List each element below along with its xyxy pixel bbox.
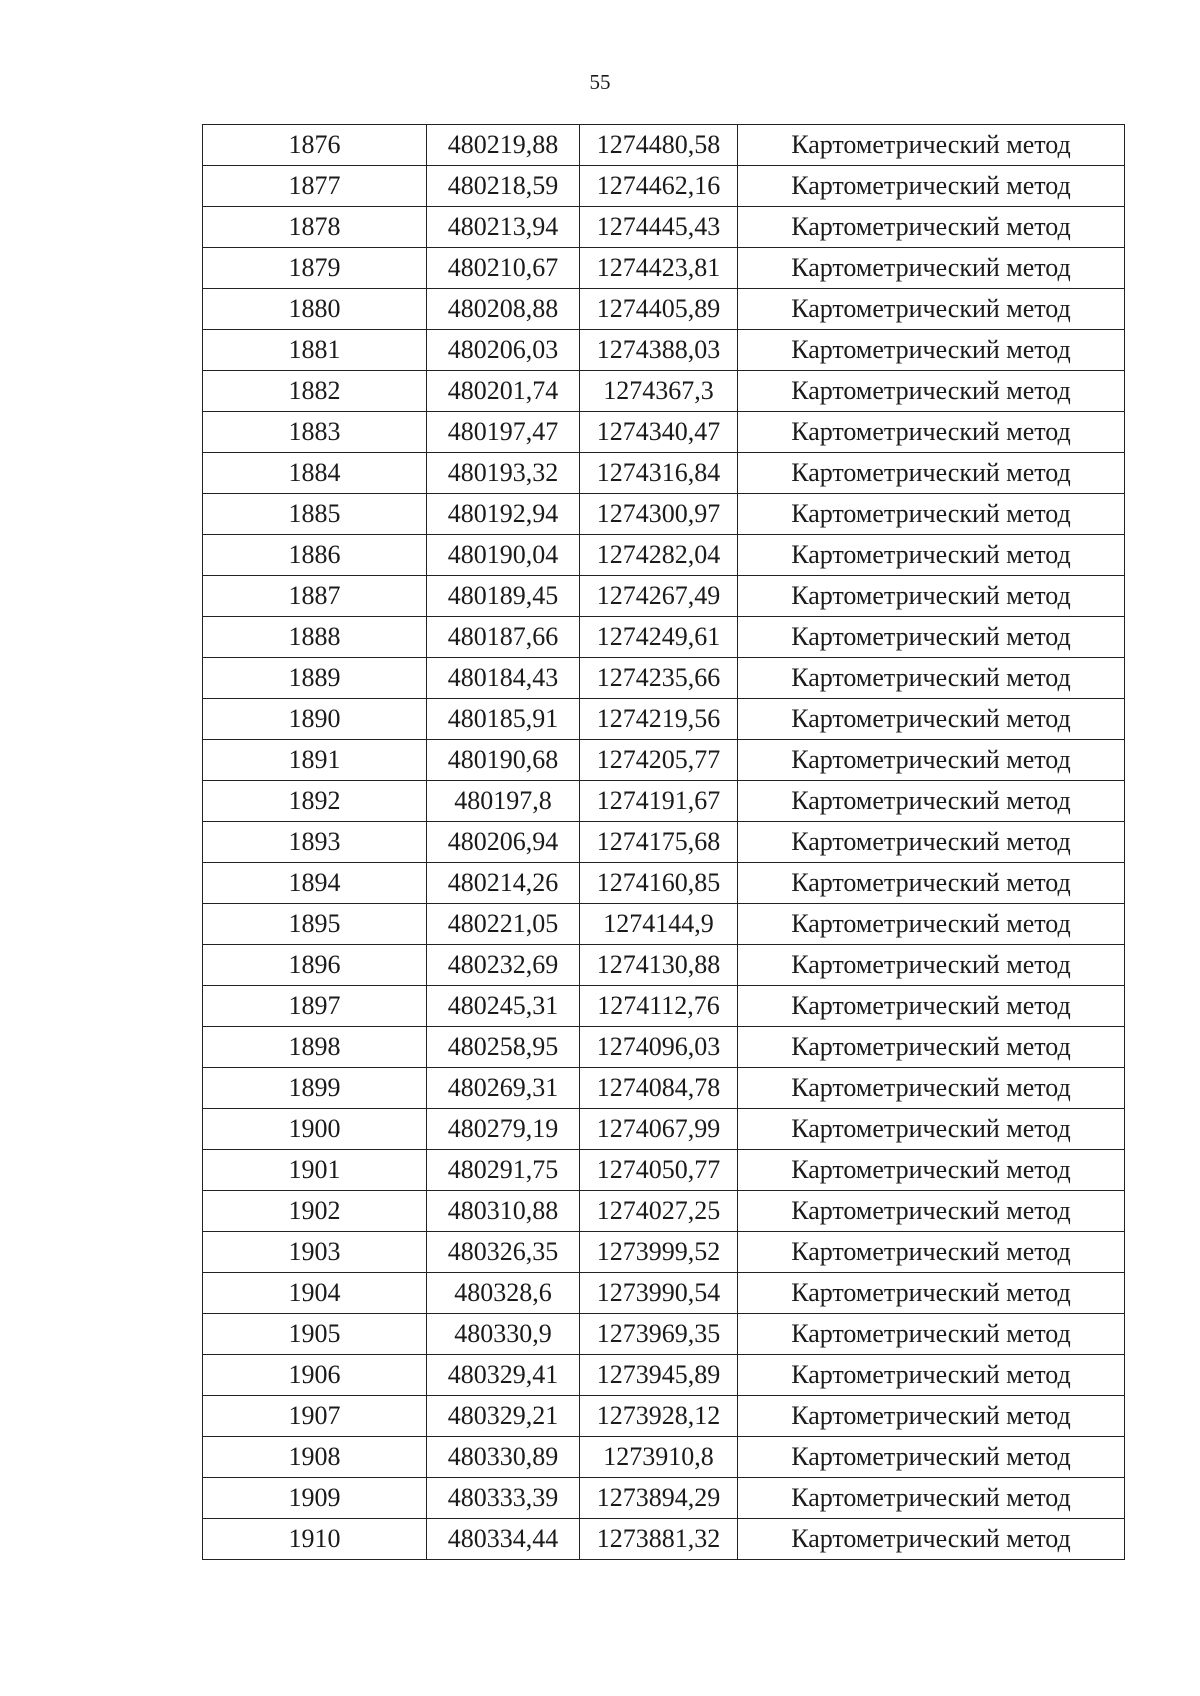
table-row	[203, 740, 1125, 781]
method-cell: Картометрический метод	[738, 1273, 1125, 1314]
x-coordinate-cell: 480190,68	[427, 740, 580, 781]
y-coordinate-cell: 1274112,76	[580, 986, 738, 1027]
method-cell: Картометрический метод	[738, 1314, 1125, 1355]
coordinates-table	[202, 124, 1125, 1560]
method-cell: Картометрический метод	[738, 1027, 1125, 1068]
table-row	[203, 1191, 1125, 1232]
y-coordinate-cell: 1274067,99	[580, 1109, 738, 1150]
x-coordinate-cell: 480329,21	[427, 1396, 580, 1437]
table-row	[203, 535, 1125, 576]
table-row	[203, 781, 1125, 822]
y-coordinate-cell: 1274130,88	[580, 945, 738, 986]
point-number-cell: 1909	[203, 1478, 427, 1519]
method-cell: Картометрический метод	[738, 945, 1125, 986]
table-row	[203, 412, 1125, 453]
coordinates-table-body	[203, 125, 1125, 1560]
point-number-cell: 1903	[203, 1232, 427, 1273]
x-coordinate-cell: 480330,9	[427, 1314, 580, 1355]
method-cell: Картометрический метод	[738, 1068, 1125, 1109]
x-coordinate-cell: 480221,05	[427, 904, 580, 945]
table-row	[203, 904, 1125, 945]
method-cell: Картометрический метод	[738, 904, 1125, 945]
method-cell: Картометрический метод	[738, 289, 1125, 330]
y-coordinate-cell: 1274282,04	[580, 535, 738, 576]
x-coordinate-cell: 480187,66	[427, 617, 580, 658]
table-row	[203, 289, 1125, 330]
method-cell: Картометрический метод	[738, 1150, 1125, 1191]
y-coordinate-cell: 1273999,52	[580, 1232, 738, 1273]
point-number-cell: 1901	[203, 1150, 427, 1191]
y-coordinate-cell: 1274027,25	[580, 1191, 738, 1232]
method-cell: Картометрический метод	[738, 822, 1125, 863]
x-coordinate-cell: 480197,47	[427, 412, 580, 453]
method-cell: Картометрический метод	[738, 740, 1125, 781]
y-coordinate-cell: 1274084,78	[580, 1068, 738, 1109]
table-row	[203, 576, 1125, 617]
table-row	[203, 1109, 1125, 1150]
method-cell: Картометрический метод	[738, 1109, 1125, 1150]
x-coordinate-cell: 480201,74	[427, 371, 580, 412]
table-row	[203, 494, 1125, 535]
x-coordinate-cell: 480333,39	[427, 1478, 580, 1519]
method-cell: Картометрический метод	[738, 986, 1125, 1027]
y-coordinate-cell: 1274144,9	[580, 904, 738, 945]
table-row	[203, 1027, 1125, 1068]
x-coordinate-cell: 480206,03	[427, 330, 580, 371]
table-row	[203, 1355, 1125, 1396]
x-coordinate-cell: 480190,04	[427, 535, 580, 576]
method-cell: Картометрический метод	[738, 1519, 1125, 1560]
table-row	[203, 1519, 1125, 1560]
x-coordinate-cell: 480232,69	[427, 945, 580, 986]
point-number-cell: 1878	[203, 207, 427, 248]
method-cell: Картометрический метод	[738, 699, 1125, 740]
y-coordinate-cell: 1274191,67	[580, 781, 738, 822]
y-coordinate-cell: 1274096,03	[580, 1027, 738, 1068]
method-cell: Картометрический метод	[738, 1396, 1125, 1437]
table-row	[203, 617, 1125, 658]
x-coordinate-cell: 480197,8	[427, 781, 580, 822]
table-row	[203, 371, 1125, 412]
x-coordinate-cell: 480208,88	[427, 289, 580, 330]
method-cell: Картометрический метод	[738, 371, 1125, 412]
y-coordinate-cell: 1274423,81	[580, 248, 738, 289]
point-number-cell: 1877	[203, 166, 427, 207]
y-coordinate-cell: 1274300,97	[580, 494, 738, 535]
point-number-cell: 1879	[203, 248, 427, 289]
x-coordinate-cell: 480218,59	[427, 166, 580, 207]
x-coordinate-cell: 480214,26	[427, 863, 580, 904]
y-coordinate-cell: 1273910,8	[580, 1437, 738, 1478]
point-number-cell: 1891	[203, 740, 427, 781]
y-coordinate-cell: 1273990,54	[580, 1273, 738, 1314]
table-row	[203, 699, 1125, 740]
y-coordinate-cell: 1273969,35	[580, 1314, 738, 1355]
point-number-cell: 1890	[203, 699, 427, 740]
y-coordinate-cell: 1274388,03	[580, 330, 738, 371]
x-coordinate-cell: 480326,35	[427, 1232, 580, 1273]
y-coordinate-cell: 1274316,84	[580, 453, 738, 494]
method-cell: Картометрический метод	[738, 863, 1125, 904]
x-coordinate-cell: 480330,89	[427, 1437, 580, 1478]
y-coordinate-cell: 1274050,77	[580, 1150, 738, 1191]
y-coordinate-cell: 1274267,49	[580, 576, 738, 617]
table-row	[203, 945, 1125, 986]
table-row	[203, 1478, 1125, 1519]
method-cell: Картометрический метод	[738, 1191, 1125, 1232]
y-coordinate-cell: 1274235,66	[580, 658, 738, 699]
table-row	[203, 1437, 1125, 1478]
point-number-cell: 1894	[203, 863, 427, 904]
point-number-cell: 1880	[203, 289, 427, 330]
x-coordinate-cell: 480269,31	[427, 1068, 580, 1109]
point-number-cell: 1906	[203, 1355, 427, 1396]
table-row	[203, 125, 1125, 166]
x-coordinate-cell: 480291,75	[427, 1150, 580, 1191]
y-coordinate-cell: 1273928,12	[580, 1396, 738, 1437]
point-number-cell: 1885	[203, 494, 427, 535]
point-number-cell: 1884	[203, 453, 427, 494]
point-number-cell: 1892	[203, 781, 427, 822]
point-number-cell: 1882	[203, 371, 427, 412]
y-coordinate-cell: 1274367,3	[580, 371, 738, 412]
table-row	[203, 863, 1125, 904]
table-row	[203, 1273, 1125, 1314]
page-number: 55	[589, 70, 611, 94]
table-row	[203, 986, 1125, 1027]
x-coordinate-cell: 480193,32	[427, 453, 580, 494]
point-number-cell: 1904	[203, 1273, 427, 1314]
method-cell: Картометрический метод	[738, 166, 1125, 207]
method-cell: Картометрический метод	[738, 658, 1125, 699]
x-coordinate-cell: 480328,6	[427, 1273, 580, 1314]
x-coordinate-cell: 480210,67	[427, 248, 580, 289]
method-cell: Картометрический метод	[738, 125, 1125, 166]
y-coordinate-cell: 1274160,85	[580, 863, 738, 904]
x-coordinate-cell: 480310,88	[427, 1191, 580, 1232]
x-coordinate-cell: 480334,44	[427, 1519, 580, 1560]
y-coordinate-cell: 1274205,77	[580, 740, 738, 781]
x-coordinate-cell: 480189,45	[427, 576, 580, 617]
method-cell: Картометрический метод	[738, 1232, 1125, 1273]
x-coordinate-cell: 480245,31	[427, 986, 580, 1027]
point-number-cell: 1908	[203, 1437, 427, 1478]
point-number-cell: 1886	[203, 535, 427, 576]
x-coordinate-cell: 480329,41	[427, 1355, 580, 1396]
point-number-cell: 1897	[203, 986, 427, 1027]
point-number-cell: 1876	[203, 125, 427, 166]
point-number-cell: 1889	[203, 658, 427, 699]
y-coordinate-cell: 1274340,47	[580, 412, 738, 453]
method-cell: Картометрический метод	[738, 453, 1125, 494]
point-number-cell: 1910	[203, 1519, 427, 1560]
point-number-cell: 1883	[203, 412, 427, 453]
table-row	[203, 1314, 1125, 1355]
x-coordinate-cell: 480219,88	[427, 125, 580, 166]
x-coordinate-cell: 480206,94	[427, 822, 580, 863]
y-coordinate-cell: 1274249,61	[580, 617, 738, 658]
point-number-cell: 1907	[203, 1396, 427, 1437]
x-coordinate-cell: 480184,43	[427, 658, 580, 699]
point-number-cell: 1893	[203, 822, 427, 863]
x-coordinate-cell: 480279,19	[427, 1109, 580, 1150]
method-cell: Картометрический метод	[738, 576, 1125, 617]
y-coordinate-cell: 1273881,32	[580, 1519, 738, 1560]
point-number-cell: 1898	[203, 1027, 427, 1068]
method-cell: Картометрический метод	[738, 207, 1125, 248]
y-coordinate-cell: 1274480,58	[580, 125, 738, 166]
x-coordinate-cell: 480213,94	[427, 207, 580, 248]
method-cell: Картометрический метод	[738, 1437, 1125, 1478]
table-row	[203, 207, 1125, 248]
table-row	[203, 1150, 1125, 1191]
x-coordinate-cell: 480258,95	[427, 1027, 580, 1068]
point-number-cell: 1905	[203, 1314, 427, 1355]
point-number-cell: 1887	[203, 576, 427, 617]
method-cell: Картометрический метод	[738, 1478, 1125, 1519]
method-cell: Картометрический метод	[738, 617, 1125, 658]
table-row	[203, 248, 1125, 289]
table-row	[203, 1232, 1125, 1273]
method-cell: Картометрический метод	[738, 248, 1125, 289]
method-cell: Картометрический метод	[738, 330, 1125, 371]
x-coordinate-cell: 480192,94	[427, 494, 580, 535]
method-cell: Картометрический метод	[738, 494, 1125, 535]
y-coordinate-cell: 1274405,89	[580, 289, 738, 330]
method-cell: Картометрический метод	[738, 781, 1125, 822]
x-coordinate-cell: 480185,91	[427, 699, 580, 740]
table-row	[203, 453, 1125, 494]
point-number-cell: 1899	[203, 1068, 427, 1109]
y-coordinate-cell: 1273945,89	[580, 1355, 738, 1396]
y-coordinate-cell: 1274175,68	[580, 822, 738, 863]
table-row	[203, 1068, 1125, 1109]
point-number-cell: 1895	[203, 904, 427, 945]
table-row	[203, 166, 1125, 207]
point-number-cell: 1888	[203, 617, 427, 658]
point-number-cell: 1902	[203, 1191, 427, 1232]
point-number-cell: 1881	[203, 330, 427, 371]
table-row	[203, 330, 1125, 371]
table-row	[203, 1396, 1125, 1437]
point-number-cell: 1896	[203, 945, 427, 986]
y-coordinate-cell: 1274219,56	[580, 699, 738, 740]
point-number-cell: 1900	[203, 1109, 427, 1150]
y-coordinate-cell: 1274445,43	[580, 207, 738, 248]
table-row	[203, 822, 1125, 863]
method-cell: Картометрический метод	[738, 1355, 1125, 1396]
y-coordinate-cell: 1273894,29	[580, 1478, 738, 1519]
method-cell: Картометрический метод	[738, 412, 1125, 453]
y-coordinate-cell: 1274462,16	[580, 166, 738, 207]
table-row	[203, 658, 1125, 699]
method-cell: Картометрический метод	[738, 535, 1125, 576]
